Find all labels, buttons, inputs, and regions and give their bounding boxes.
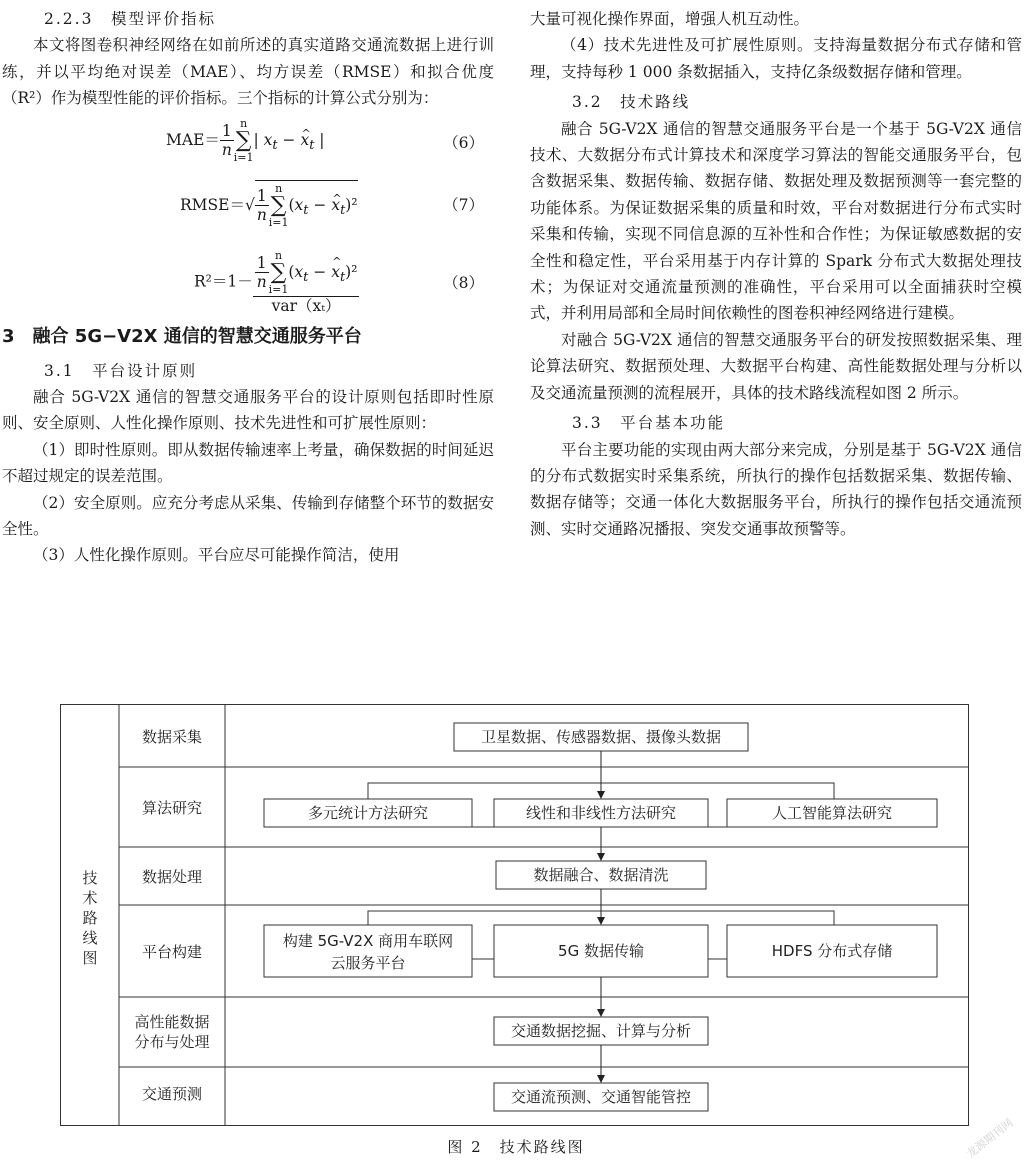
box-v2x-platform-line1: 构建 5G-V2X 商用车联网: [282, 932, 454, 950]
row-label-platform: 平台构建: [141, 943, 203, 961]
box-data-fusion-text: 数据融合、数据清洗: [533, 866, 669, 884]
equation-7-number: （7）: [443, 195, 484, 214]
paragraph-principles: 融合 5G-V2X 通信的智慧交通服务平台的设计原则包括即时性原则、安全原则、人性化操作原则、技术先进性和可扩展性原则：: [2, 388, 494, 433]
side-label-char-1: 技: [82, 869, 98, 887]
row-label-data-processing: 数据处理: [141, 868, 203, 886]
paragraph-research-flow: 对融合 5G-V2X 通信的智慧交通服务平台的研发按照数据采集、理论算法研究、数据预处理、大数据平台构建、高性能数据处理与分析以及交通流量预测的流程展开，具体的技术路线流程如图 2 所示。: [530, 330, 1022, 402]
equation-8-denominator: var（xₜ）: [271, 296, 341, 315]
row-label-data-collection: 数据采集: [141, 728, 203, 746]
equation-8-number: （8）: [443, 273, 484, 292]
paragraph-metrics: 本文将图卷积神经网络在如前所述的真实道路交通流数据上进行训练，并以平均绝对误差（MAE）、均方误差（RMSE）和拟合优度（R²）作为模型性能的评价指标。三个指标的计算公式分别为：: [2, 36, 494, 108]
equation-6: MAE＝ $\frac{1}{n}$ n ∑ i=1| $x_t$ − ^ $x_t$ | （6）: [2, 118, 494, 162]
section-3-2-heading: 3.2 技术路线: [572, 93, 691, 112]
row-label-hpc-line1: 高性能数据: [134, 1013, 210, 1031]
box-multivariate-text: 多元统计方法研究: [307, 804, 429, 822]
side-label-char-3: 路: [82, 909, 98, 927]
paragraph-principle-1: （1）即时性原则。即从数据传输速率上考量，确保数据的时间延迟不超过规定的误差范围。: [2, 440, 494, 486]
figure-caption: 图 2 技术路线图: [447, 1138, 585, 1156]
section-2-2-3-heading: 2.2.3 模型评价指标: [44, 10, 216, 28]
paragraph-tech-route: 融合 5G-V2X 通信的智慧交通服务平台是一个基于 5G-V2X 通信技术、大数据分布式计算技术和深度学习算法的智能交通服务平台，包含数据采集、数据传输、数据存储、数据处理及数据预测等一套完整的功能体系。为保证数据采集的质量和时效，平台对数据进行分布式实时采集和传输，实现不同信息源的互补性和合作性；为保证敏感数据的安全性和稳定性，平台采用基于内存计算的 Spark 分布式大数据处理技术；为保证对交通流量预测的准确性，平台采用可以全面捕获时空模式，并利用局部和全局时间依赖性的图卷积神经网络进行建模。: [530, 119, 1022, 323]
equation-8-label: R²＝1－: [194, 272, 253, 291]
equation-6-label: MAE＝: [166, 130, 220, 149]
paragraph-principle-3: （3）人性化操作原则。平台应尽可能操作简洁，使用: [33, 546, 400, 565]
side-label-char-2: 术: [82, 889, 98, 907]
box-ai-algorithms-text: 人工智能算法研究: [771, 804, 893, 822]
tech-route-diagram: [61, 705, 968, 1125]
box-data-sources-text: 卫星数据、传感器数据、摄像头数据: [480, 728, 722, 746]
paragraph-continued: 大量可视化操作界面，增强人机互动性。: [530, 10, 810, 28]
side-label: [82, 869, 97, 967]
left-column: [2, 6, 494, 569]
paragraph-functions: 平台主要功能的实现由两大部分来完成，分别是基于 5G-V2X 通信的分布式数据实时采集系统，所执行的操作包括数据采集、数据传输、数据存储等；交通一体化大数据服务平台，所执行的操作包括交通流预测、实时交通路况播报、突发交通事故预警等。: [530, 440, 1022, 538]
box-data-mining-text: 交通数据挖掘、计算与分析: [510, 1022, 692, 1040]
equation-7: RMSE＝√ $\frac{1}{n}$ n ∑ $i=1(x_t$ − ^ $x_t)^2$ （7）: [2, 180, 494, 224]
box-traffic-control-text: 交通流预测、交通智能管控: [510, 1088, 692, 1106]
equation-6-number: （6）: [443, 133, 484, 152]
section-3-1-heading: 3.1 平台设计原则: [44, 361, 198, 380]
row-label-traffic-prediction: 交通预测: [141, 1085, 203, 1103]
box-v2x-platform-line2: 云服务平台: [330, 954, 406, 972]
section-3-heading: 3 融合 5G−V2X 通信的智慧交通服务平台: [2, 325, 362, 347]
box-5g-transmission-text: 5G 数据传输: [558, 942, 644, 960]
tech-route-figure: [60, 704, 969, 1126]
box-linear-nonlinear-text: 线性和非线性方法研究: [525, 804, 677, 822]
right-column: [530, 6, 1022, 542]
side-label-char-5: 图: [82, 949, 98, 967]
section-3-3-heading: 3.3 平台基本功能: [572, 414, 726, 433]
paragraph-principle-2: （2）安全原则。应充分考虑从采集、传输到存储整个环节的数据安全性。: [2, 493, 494, 539]
watermark: 龙源期刊网: [964, 1116, 1016, 1161]
side-label-char-4: 线: [82, 929, 98, 947]
equation-8: R²＝1－ $\frac{1}{n}$ n ∑ $i=1(x_t$ − ^ $x_t)^2$ var（xₜ） （8）: [2, 250, 494, 314]
equation-7-label: RMSE＝: [180, 195, 245, 214]
row-label-hpc-line2: 分布与处理: [134, 1033, 210, 1051]
box-hdfs-storage-text: HDFS 分布式存储: [771, 942, 893, 960]
row-label-algorithm: 算法研究: [141, 799, 203, 817]
paragraph-principle-4: （4）技术先进性及可扩展性原则。支持海量数据分布式存储和管理，支持每秒 1 000 条数据插入，支持亿条级数据存储和管理。: [530, 36, 1022, 81]
